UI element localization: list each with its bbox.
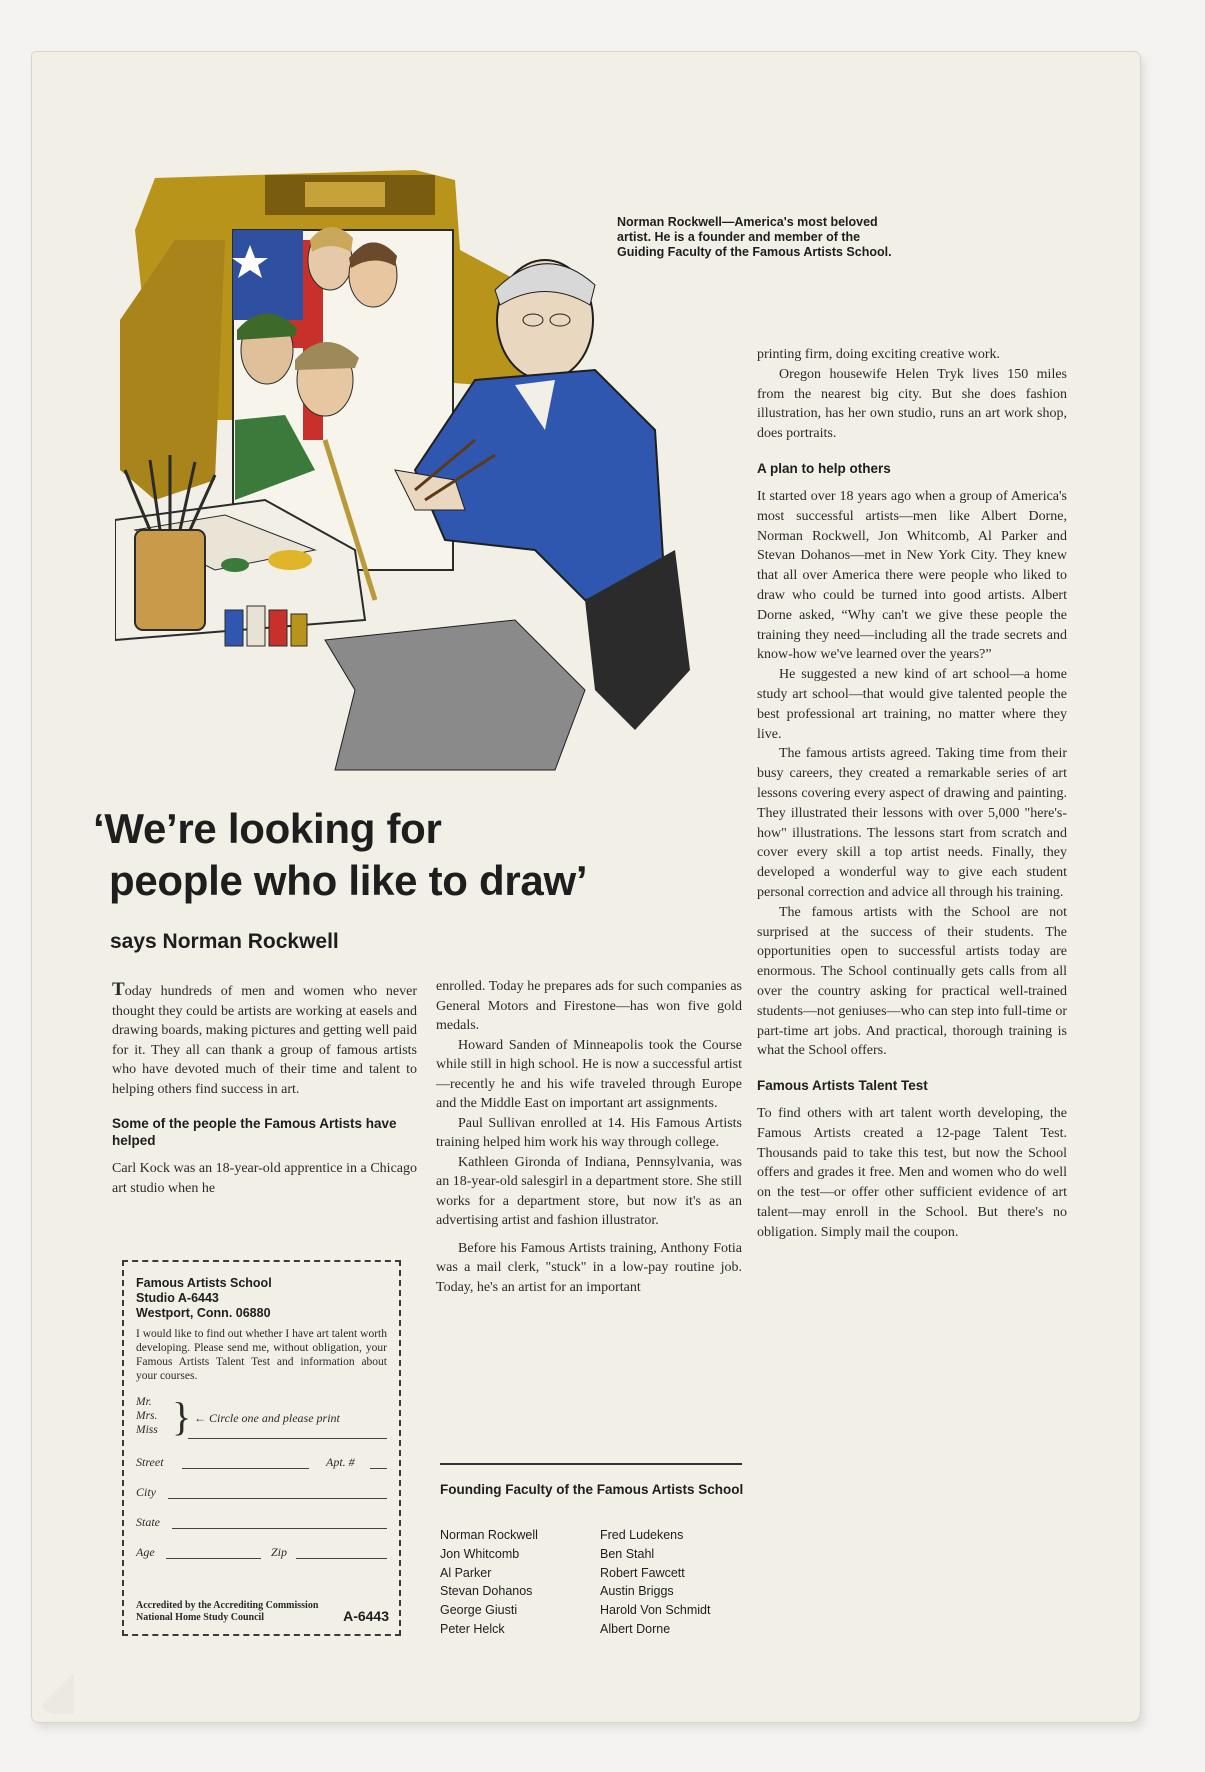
age-zip-field[interactable]: Age Zip: [136, 1545, 387, 1561]
state-field[interactable]: State: [136, 1515, 387, 1531]
faculty-name: Fred Ludekens: [600, 1528, 684, 1542]
drop-cap: T: [112, 979, 125, 1000]
paragraph: The famous artists agreed. Taking time from their busy careers, they created a remarkable series of art lessons covering every aspect of drawing and painting. They illustrated their lessons with over 5,000 "here's-how" illustrations. The lessons start from scratch and cover every skill a top artist needs. Finally, they developed a wonderful way to give each student personal correction and advice all through his training.: [757, 746, 1067, 900]
faculty-column-right: [600, 1526, 710, 1639]
name-field[interactable]: [136, 1395, 387, 1441]
zip-label: Zip: [271, 1545, 288, 1559]
apt-label: Apt. #: [326, 1455, 355, 1469]
carl-kock-paragraph: Carl Kock was an 18-year-old apprentice in a Chicago art studio when he: [112, 1161, 417, 1196]
paragraph: Before his Famous Artists training, Anthony Fotia was a mail clerk, "stuck" in a low-pay routine job. Today, he's an artist for an important: [436, 1240, 742, 1295]
faculty-column-left: [440, 1526, 538, 1639]
headline-line-2: people who like to draw’: [109, 857, 588, 904]
paragraph: Kathleen Gironda of Indiana, Pennsylvania, was an 18-year-old salesgirl in a department store. She still works for a department store, but now it's as an advertising artist and fashion illustrator.: [436, 1154, 742, 1228]
state-line[interactable]: [172, 1528, 387, 1529]
headline-line-1: ‘We’re looking for: [93, 805, 442, 852]
faculty-name: Jon Whitcomb: [440, 1546, 520, 1561]
paragraph: Howard Sanden of Minneapolis took the Course while still in high school. He is now a successful artist—recently he and his wife traveled through Europe and the Middle East on important art assignments.: [436, 1037, 742, 1111]
accreditation-note: Accredited by the Accrediting Commission National Home Study Council: [136, 1600, 319, 1623]
illustration-caption: Norman Rockwell—America's most beloved artist. He is a founder and member of the Guiding Faculty of the Famous Artists School.: [617, 215, 892, 259]
rockwell-painting-illustration: [115, 170, 715, 775]
faculty-divider: [440, 1463, 742, 1465]
name-line[interactable]: [188, 1438, 387, 1439]
column-3: [757, 345, 1067, 1243]
faculty-heading: Founding Faculty of the Famous Artists School: [440, 1482, 744, 1497]
paragraph: It started over 18 years ago when a group of America's most successful artists—men like Albert Dorne, Norman Rockwell, Jon Whitcomb, Al Parker and Stevan Dohanos—met in New York City. They knew that all over America there were people who liked to draw who could be turned into good artists. Albert Dorne asked, “Why can't we give these people the training they need—including all the trade secrets and know-how we've learned over the years?”: [757, 488, 1067, 663]
faculty-name: Harold Von Schmidt: [600, 1603, 711, 1618]
paragraph: printing firm, doing exciting creative work.: [757, 347, 1000, 362]
circle-note: ← Circle one and please print: [194, 1411, 340, 1425]
brace-glyph: }: [172, 1394, 192, 1439]
coupon-code: A-6443: [343, 1608, 389, 1624]
faculty-name: Al Parker: [440, 1565, 492, 1580]
intro-paragraph: Today hundreds of men and women who never thought they could be artists are working at easels and drawing boards, making pictures and getting well paid for it. They all can thank a group of famous artists who have devoted much of their time and talent to helping others find success in art.: [112, 979, 417, 1097]
paragraph: He suggested a new kind of art school—a home study art school—that would give talented people the best professional art training, no matter where they live.: [757, 667, 1067, 742]
coupon-address: Famous Artists School Studio A-6443 Westport, Conn. 06880: [136, 1276, 272, 1320]
subhead-talent-test: Famous Artists Talent Test: [757, 1078, 928, 1094]
title-options[interactable]: Mr. Mrs. Miss: [136, 1396, 158, 1436]
paragraph: Oregon housewife Helen Tryk lives 150 miles from the nearest big city. But she does fashion illustration, has her own studio, runs an art work shop, does portraits.: [757, 366, 1067, 442]
faculty-name: Albert Dorne: [600, 1621, 671, 1636]
column-1: [112, 980, 417, 1198]
byline: says Norman Rockwell: [110, 930, 339, 953]
subhead-people-helped: Some of the people the Famous Artists have helped: [112, 1116, 397, 1148]
faculty-name: George Giusti: [440, 1603, 518, 1618]
age-line[interactable]: [166, 1558, 261, 1559]
faculty-name: Norman Rockwell: [440, 1528, 538, 1542]
paragraph: The famous artists with the School are not surprised at the success of their students. The opportunities open to successful artists today are enormous. The School continually gets calls from all over the country asking for practical well-trained students—not geniuses—who can step into full-time or part-time art jobs. And practical, thorough training is what the School offers.: [757, 904, 1067, 1059]
paragraph: To find others with art talent worth developing, the Famous Artists created a 12-page Talent Test. Thousands paid to take this test, but now the School offers and grades it free. Men and women who do well on the test—or offer other sufficient evidence of art talent—may enroll in the School. But there's no obligation. Simply mail the coupon.: [757, 1106, 1067, 1240]
subhead-plan: A plan to help others: [757, 460, 891, 476]
faculty-name: Stevan Dohanos: [440, 1584, 533, 1599]
mail-in-coupon[interactable]: [122, 1260, 401, 1636]
coupon-request: I would like to find out whether I have art talent worth developing. Please send me, without obligation, your Famous Artists Talent Test and information about your courses.: [136, 1328, 387, 1382]
city-line[interactable]: [168, 1498, 387, 1499]
faculty-name: Peter Helck: [440, 1621, 505, 1636]
paragraph: Paul Sullivan enrolled at 14. His Famous Artists training helped him work his way through college.: [436, 1115, 742, 1150]
faculty-name: Ben Stahl: [600, 1546, 655, 1561]
street-field[interactable]: Street Apt. #: [136, 1455, 387, 1471]
apt-line[interactable]: [370, 1468, 387, 1469]
zip-line[interactable]: [296, 1558, 387, 1559]
faculty-name: Austin Briggs: [600, 1584, 674, 1599]
paragraph: enrolled. Today he prepares ads for such companies as General Motors and Firestone—has won five gold medals.: [436, 979, 742, 1033]
column-2: [436, 977, 742, 1297]
headline: [93, 803, 587, 907]
faculty-name: Robert Fawcett: [600, 1565, 685, 1580]
city-field[interactable]: City: [136, 1485, 387, 1501]
street-line[interactable]: [182, 1468, 309, 1469]
